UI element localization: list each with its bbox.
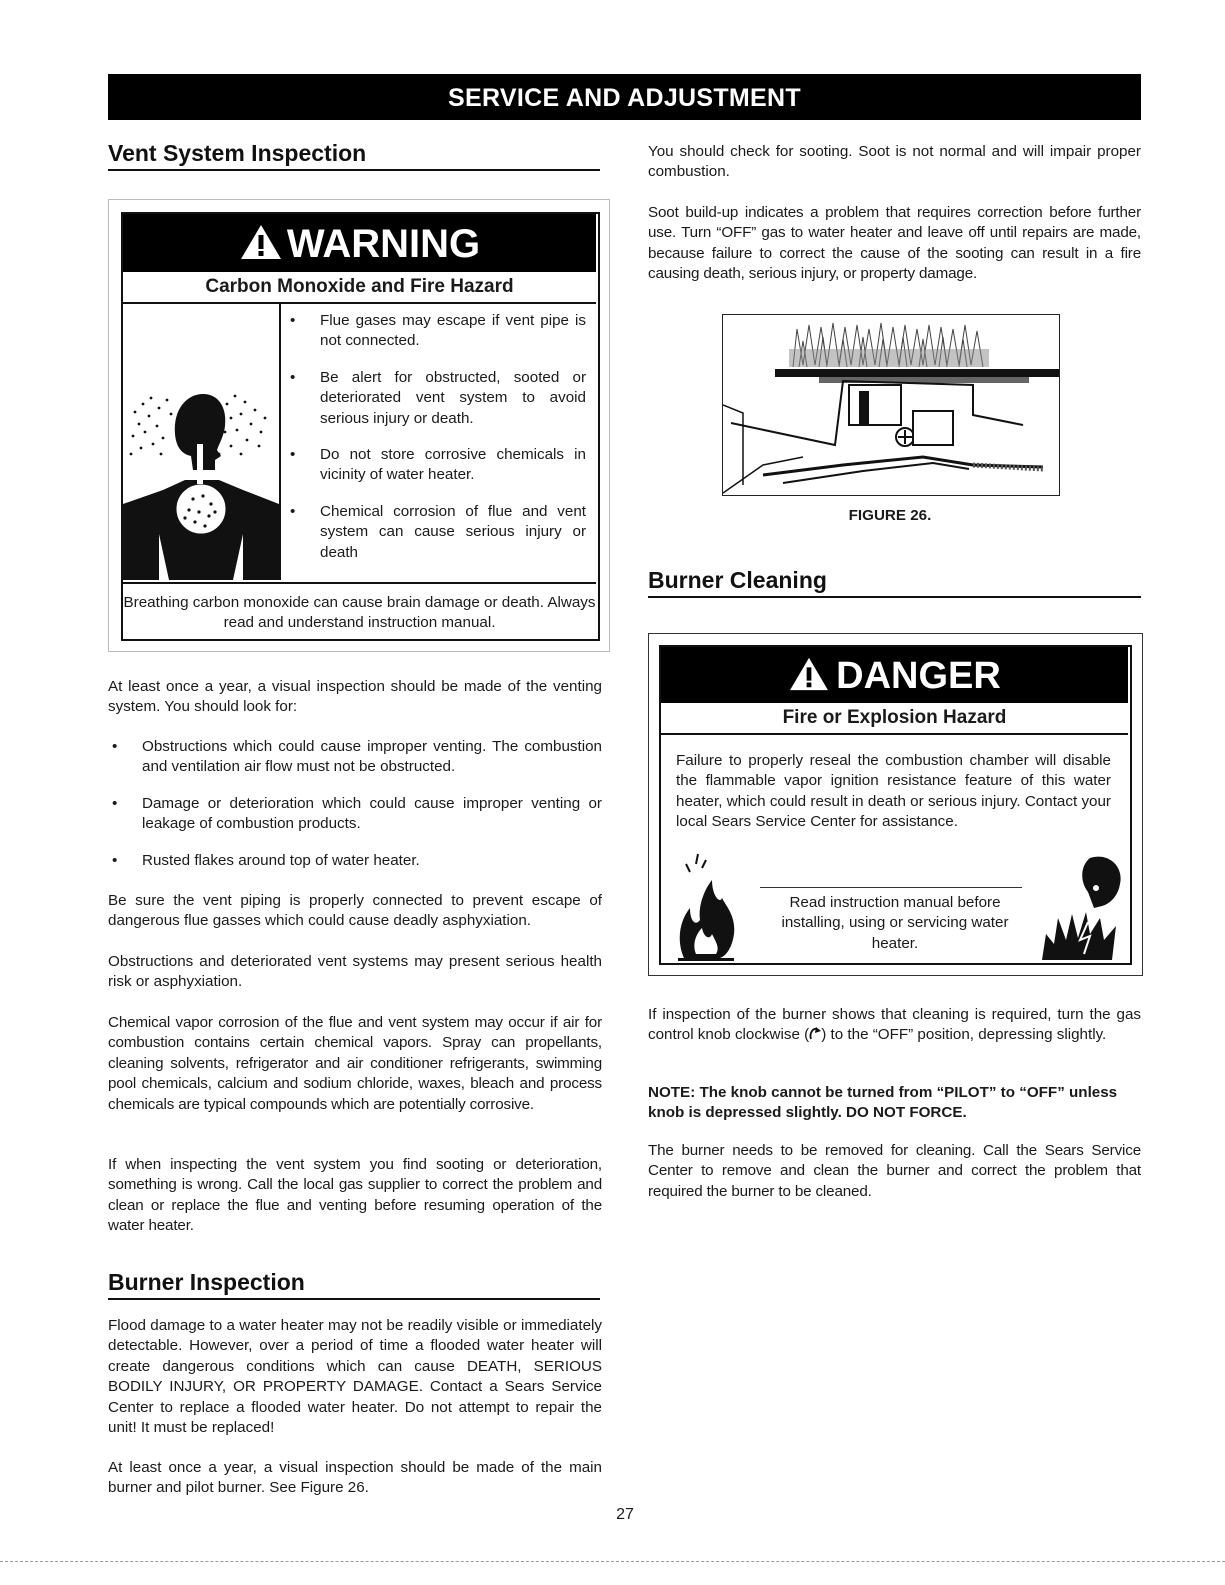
warning-bullet: • Chemical corrosion of flue and vent system can cause serious injury or death: [286, 502, 586, 563]
warning-title-text: WARNING: [286, 222, 481, 266]
figure-26-burner: [722, 314, 1060, 496]
vent-heading: Vent System Inspection: [108, 140, 600, 171]
co-hazard-illustration: [123, 304, 281, 580]
lookfor-item: • Rusted flakes around top of water heater.: [108, 851, 602, 871]
danger-title: [661, 647, 1128, 703]
warning-subtitle: Carbon Monoxide and Fire Hazard: [123, 272, 596, 304]
knob-note: NOTE: The knob cannot be turned from “PILOT” to “OFF” unless knob is depressed slightly. DO NOT FORCE.: [648, 1084, 1118, 1122]
warning-bullet: • Be alert for obstructed, sooted or deteriorated vent system to avoid serious injury or death.: [286, 368, 586, 429]
burner-cleaning-para-1b: ) to the “OFF” position, depressing slightly.: [821, 1026, 1107, 1044]
warning-bullet: • Do not store corrosive chemicals in vicinity of water heater.: [286, 445, 586, 486]
figure-caption: FIGURE 26.: [848, 507, 932, 524]
danger-divider: [760, 887, 1022, 888]
danger-read-note: Read instruction manual before installing, using or servicing water heater.: [781, 894, 1009, 952]
vent-para-2: Obstructions and deteriorated vent systems may present serious health risk or asphyxiation.: [108, 953, 602, 991]
vent-para-1: Be sure the vent piping is properly connected to prevent escape of dangerous flue gasses which could cause deadly asphyxiation.: [108, 892, 602, 930]
alert-triangle-icon: [788, 656, 830, 692]
warning-footer: Breathing carbon monoxide can cause brain damage or death. Always read and understand instruction manual.: [123, 582, 596, 634]
scan-edge-line: [0, 1561, 1225, 1562]
warning-bullet-list: [286, 311, 586, 579]
clockwise-arrow-icon: [809, 1027, 821, 1041]
warning-bullet: • Flue gases may escape if vent pipe is not connected.: [286, 311, 586, 352]
person-inhaling-gas-icon: [123, 304, 279, 580]
flame-icon: [676, 850, 742, 967]
soot-para-1: You should check for sooting. Soot is not normal and will impair proper combustion.: [648, 143, 1141, 181]
alert-triangle-icon: [239, 223, 283, 261]
soot-para-2: Soot build-up indicates a problem that requires correction before further use. Turn “OFF” gas to water heater and leave off until repairs are made, because failure to correct the cause of the sooting can result in a fire causing death, serious injury, or property damage.: [648, 204, 1141, 283]
vent-intro: At least once a year, a visual inspection should be made of the venting system. You should look for:: [108, 678, 602, 716]
burner-assembly-icon: [723, 315, 1059, 495]
danger-text: Failure to properly reseal the combustion chamber will disable the flammable vapor ignition resistance feature of this water heater, which could result in death or serious injury. Contact your local Sears Service Center for assistance.: [676, 752, 1111, 831]
danger-subtitle: Fire or Explosion Hazard: [661, 703, 1128, 735]
page-number: 27: [616, 1506, 634, 1523]
burner-cleaning-heading: Burner Cleaning: [648, 567, 1141, 598]
vent-para-3: Chemical vapor corrosion of the flue and vent system may occur if air for combustion contains certain chemical vapors. Spray can propellants, cleaning solvents, refrigerator and air conditioner refrigerants, swimming pool chemicals, calcium and sodium chloride, waxes, bleach and process chemicals are typical compounds which are potentially corrosive.: [108, 1014, 602, 1113]
burner-inspection-para-2: At least once a year, a visual inspection should be made of the main burner and pilot burner. See Figure 26.: [108, 1459, 602, 1497]
burner-cleaning-para-2: The burner needs to be removed for cleaning. Call the Sears Service Center to remove and clean the burner and correct the problem that required the burner to be cleaned.: [648, 1142, 1141, 1200]
vent-lookfor-list: [108, 737, 602, 887]
burner-inspection-para-1: Flood damage to a water heater may not be readily visible or immediately detectable. However, over a period of time a flooded water heater will create dangerous conditions which can cause DEATH, SERIOUS BODILY INJURY, OR PROPERTY DAMAGE. Contact a Sears Service Center to replace a flooded water heater. Do not attempt to repair the unit! It must be replaced!: [108, 1317, 602, 1437]
warning-title: [123, 214, 596, 272]
danger-title-text: DANGER: [836, 655, 1001, 697]
lookfor-item: • Damage or deterioration which could cause improper venting or leakage of combustion products.: [108, 794, 602, 835]
burner-cleaning-para-1: [648, 1005, 1141, 1046]
vapor-ignition-icon: [1028, 848, 1128, 969]
burner-inspection-heading: Burner Inspection: [108, 1269, 600, 1300]
lookfor-item: • Obstructions which could cause improper venting. The combustion and ventilation air flow must not be obstructed.: [108, 737, 602, 778]
section-banner: SERVICE AND ADJUSTMENT: [108, 74, 1141, 120]
vent-para-4: If when inspecting the vent system you find sooting or deterioration, something is wrong. Call the local gas supplier to correct the problem and clean or replace the flue and venting before resuming operation of the water heater.: [108, 1156, 602, 1235]
burner-cleaning-para-1a: If inspection of the burner shows that cleaning is required, turn the gas control knob clockwise (: [648, 1006, 1141, 1044]
